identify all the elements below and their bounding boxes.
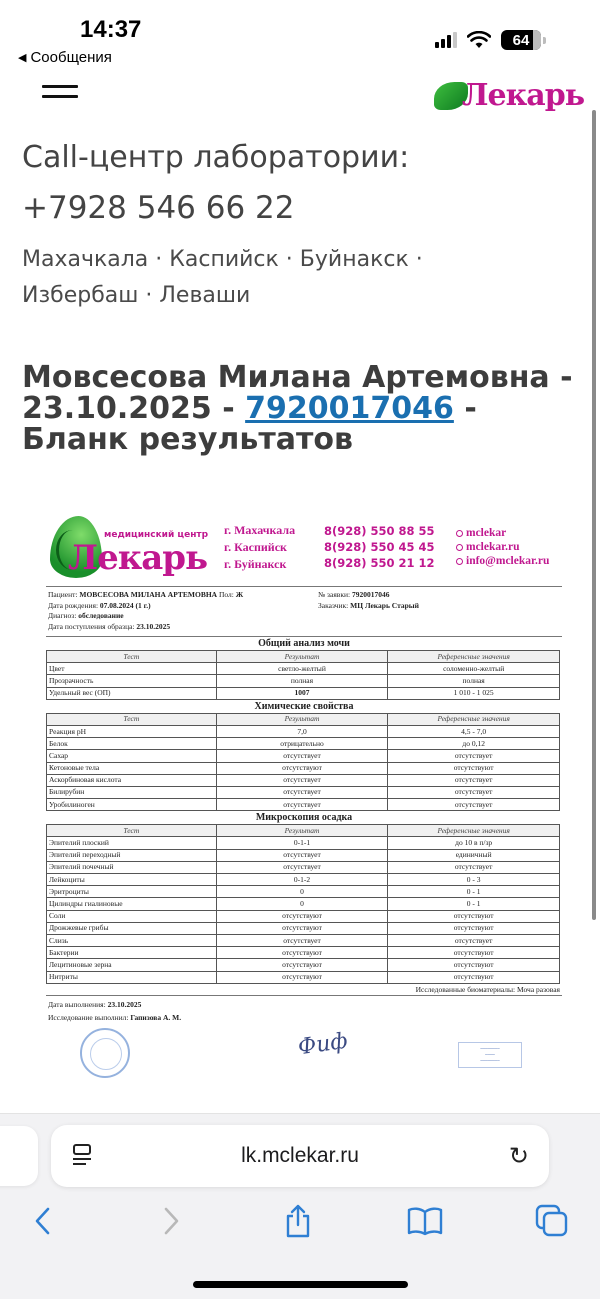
- result-cell: отсутствуют: [216, 959, 388, 971]
- customer-row: Заказчик: МЦ Лекарь Старый: [318, 600, 419, 610]
- test-name-cell: Бактерии: [47, 947, 217, 959]
- result-cell: 7,0: [216, 725, 388, 737]
- table-row: [47, 738, 560, 750]
- address-bar[interactable]: [51, 1125, 549, 1187]
- clinic-email: info@mclekar.ru: [456, 555, 549, 567]
- clinic-name: Лекарь: [68, 538, 208, 578]
- hamburger-line: [42, 95, 78, 98]
- result-cell: 0: [216, 898, 388, 910]
- battery-tip: [543, 37, 546, 44]
- menu-button[interactable]: [42, 85, 78, 101]
- clinic-phone: 8(928) 550 45 45: [324, 540, 435, 554]
- patient-dob-row: Дата рождения: 07.08.2024 (1 г.): [48, 600, 151, 610]
- test-name-cell: Дрожжевые грибы: [47, 922, 217, 934]
- reference-cell: отсутствуют: [388, 762, 560, 774]
- table-row: [47, 971, 560, 983]
- clinic-cities: [224, 523, 324, 572]
- result-cell: отсутствует: [216, 750, 388, 762]
- city-list-line: Махачкала · Каспийск · Буйнакск ·: [22, 247, 423, 272]
- completion-date-row: Дата выполнения: 23.10.2025: [48, 999, 142, 1009]
- table-row: [47, 663, 560, 675]
- result-cell: светло-желтый: [216, 663, 388, 675]
- reference-cell: отсутствуют: [388, 947, 560, 959]
- tabs-button[interactable]: [532, 1196, 572, 1246]
- battery-level: 64: [512, 31, 530, 49]
- clinic-phone: 8(928) 550 88 55: [324, 524, 435, 538]
- chevron-right-icon: [163, 1206, 181, 1236]
- test-name-cell: Белок: [47, 738, 217, 750]
- test-name-cell: Лейкоциты: [47, 874, 217, 886]
- test-name-cell: Удельный вес (ОП): [47, 687, 217, 699]
- reference-cell: 0 - 1: [388, 898, 560, 910]
- patient-info: [46, 587, 562, 636]
- column-header: Референсные значения: [388, 651, 560, 663]
- status-icons: [435, 30, 546, 50]
- table-row: [47, 675, 560, 687]
- city-list: [22, 242, 482, 314]
- back-triangle-icon: ◀: [18, 52, 27, 64]
- clinic-instagram: mclekar: [456, 527, 549, 539]
- table-row: [47, 725, 560, 737]
- biomaterial-note: Исследованные биоматериалы: Моча разовая: [415, 984, 560, 994]
- table-row: [47, 687, 560, 699]
- clinic-website: mclekar.ru: [456, 541, 549, 553]
- hamburger-line: [42, 85, 78, 88]
- table-header-row: [47, 825, 560, 837]
- page-title-suffix: - Бланк результатов: [22, 391, 477, 457]
- page-title-prefix: Мовсесова Милана Артемовна - 23.10.2025 -: [22, 360, 573, 426]
- chevron-left-icon: [33, 1206, 51, 1236]
- battery-icon: [501, 30, 541, 50]
- result-cell: отсутствуют: [216, 971, 388, 983]
- reference-cell: до 0,12: [388, 738, 560, 750]
- table-row: [47, 849, 560, 861]
- reader-mode-icon[interactable]: [73, 1144, 95, 1168]
- result-cell: отсутствует: [216, 861, 388, 873]
- clinic-phones: [324, 524, 456, 570]
- clinic-city: г. Каспийск: [224, 539, 287, 554]
- signature: Фиф: [296, 1028, 350, 1061]
- result-cell: 0-1-2: [216, 874, 388, 886]
- wifi-icon: [467, 31, 491, 49]
- sample-received-row: Дата поступления образца: 23.10.2025: [48, 621, 171, 631]
- reference-cell: отсутствует: [388, 786, 560, 798]
- test-name-cell: Билирубин: [47, 786, 217, 798]
- divider: [46, 636, 562, 637]
- previous-tab-preview[interactable]: [0, 1126, 38, 1186]
- table-row: [47, 886, 560, 898]
- reference-cell: отсутствует: [388, 799, 560, 811]
- cellular-signal-icon: [435, 32, 457, 48]
- column-header: Результат: [216, 825, 388, 837]
- status-time: 14:37: [80, 16, 142, 43]
- column-header: Результат: [216, 651, 388, 663]
- forward-button[interactable]: [152, 1196, 192, 1246]
- column-header: Результат: [216, 713, 388, 725]
- reference-cell: отсутствуют: [388, 959, 560, 971]
- page-title: [22, 362, 582, 455]
- clinic-city: г. Буйнакск: [224, 556, 287, 571]
- reference-cell: полная: [388, 675, 560, 687]
- section-title: Общий анализ мочи: [258, 638, 350, 649]
- site-logo-text: Лекарь: [462, 78, 585, 113]
- result-cell: 0-1-1: [216, 837, 388, 849]
- status-bar: [0, 0, 600, 75]
- document-letterhead: [46, 508, 562, 586]
- table-row: [47, 861, 560, 873]
- home-indicator[interactable]: [193, 1281, 408, 1288]
- test-name-cell: Уробилиноген: [47, 799, 217, 811]
- table-header-row: [47, 651, 560, 663]
- site-logo[interactable]: [434, 78, 584, 113]
- reference-cell: отсутствует: [388, 750, 560, 762]
- column-header: Референсные значения: [388, 713, 560, 725]
- table-row: [47, 762, 560, 774]
- reference-cell: 4,5 - 7,0: [388, 725, 560, 737]
- results-sections: [46, 638, 562, 984]
- reference-cell: отсутствуют: [388, 922, 560, 934]
- reference-cell: отсутствует: [388, 774, 560, 786]
- clinic-links: [456, 527, 549, 567]
- result-cell: отсутствует: [216, 849, 388, 861]
- table-row: [47, 959, 560, 971]
- page-scrollbar[interactable]: [592, 110, 596, 920]
- test-name-cell: Кетоновые тела: [47, 762, 217, 774]
- test-name-cell: Прозрачность: [47, 675, 217, 687]
- url-text: lk.mclekar.ru: [241, 1144, 359, 1167]
- test-name-cell: Эпителий переходный: [47, 849, 217, 861]
- test-name-cell: Лецитиновые зерна: [47, 959, 217, 971]
- reference-cell: отсутствует: [388, 861, 560, 873]
- mail-icon: [456, 558, 463, 565]
- test-name-cell: Нитриты: [47, 971, 217, 983]
- result-cell: отсутствуют: [216, 762, 388, 774]
- share-icon: [284, 1203, 312, 1239]
- column-header: Тест: [47, 651, 217, 663]
- call-center-title: Call-центр лаборатории:: [22, 140, 410, 175]
- results-document: [46, 508, 562, 1080]
- clinic-city: г. Махачкала: [224, 522, 296, 537]
- city-list-line: Избербаш · Леваши: [22, 283, 251, 308]
- instagram-icon: [456, 530, 463, 537]
- divider: [46, 995, 562, 996]
- result-cell: отсутствует: [216, 786, 388, 798]
- back-app-label: Сообщения: [30, 49, 112, 66]
- signatures-area: [46, 1024, 562, 1080]
- result-cell: отсутствует: [216, 799, 388, 811]
- table-row: [47, 947, 560, 959]
- table-row: [47, 898, 560, 910]
- reference-cell: единичный: [388, 849, 560, 861]
- result-cell: 1007: [216, 687, 388, 699]
- table-row: [47, 922, 560, 934]
- test-name-cell: Цвет: [47, 663, 217, 675]
- test-name-cell: Цилиндры гиалиновые: [47, 898, 217, 910]
- back-to-app-button[interactable]: [18, 49, 112, 66]
- browser-nav-row: [0, 1196, 600, 1246]
- results-table: [46, 824, 560, 983]
- result-cell: отсутствуют: [216, 922, 388, 934]
- patient-diagnosis-row: Диагноз: обследование: [48, 611, 124, 620]
- column-header: Тест: [47, 825, 217, 837]
- back-button[interactable]: [22, 1196, 62, 1246]
- test-name-cell: Слизь: [47, 934, 217, 946]
- tabs-icon: [535, 1204, 569, 1238]
- test-name-cell: Эпителий плоский: [47, 837, 217, 849]
- result-cell: отсутствуют: [216, 947, 388, 959]
- result-cell: 0: [216, 886, 388, 898]
- table-row: [47, 750, 560, 762]
- test-name-cell: Аскорбиновая кислота: [47, 774, 217, 786]
- completion-info: [46, 998, 562, 1024]
- table-row: [47, 837, 560, 849]
- table-row: [47, 874, 560, 886]
- result-cell: полная: [216, 675, 388, 687]
- column-header: Тест: [47, 713, 217, 725]
- reference-cell: 0 - 3: [388, 874, 560, 886]
- clinic-subtitle: медицинский центр: [104, 530, 209, 540]
- reference-cell: 1 010 - 1 025: [388, 687, 560, 699]
- reference-cell: соломенно-желтый: [388, 663, 560, 675]
- order-number-link[interactable]: 7920017046: [245, 391, 454, 426]
- reload-icon[interactable]: ↻: [508, 1142, 529, 1170]
- round-stamp-icon: [80, 1028, 130, 1078]
- reference-cell: отсутствуют: [388, 910, 560, 922]
- patient-name-row: Пациент: МОВСЕСОВА МИЛАНА АРТЕМОВНА Пол: Ж: [48, 590, 244, 599]
- table-row: [47, 786, 560, 798]
- table-row: [47, 910, 560, 922]
- clinic-logo: [46, 512, 214, 582]
- test-name-cell: Эритроциты: [47, 886, 217, 898]
- reference-cell: отсутствует: [388, 934, 560, 946]
- reference-cell: 0 - 1: [388, 886, 560, 898]
- call-center-phone[interactable]: +7928 546 66 22: [22, 190, 295, 226]
- test-name-cell: Реакция pH: [47, 725, 217, 737]
- reference-cell: отсутствуют: [388, 971, 560, 983]
- clinic-phone: 8(928) 550 21 12: [324, 556, 435, 570]
- results-table: [46, 650, 560, 700]
- rectangular-stamp-icon: ━━━━━━━━ ━━━━ ━━━━━━━━: [458, 1042, 522, 1068]
- result-cell: отрицательно: [216, 738, 388, 750]
- table-row: [47, 774, 560, 786]
- column-header: Референсные значения: [388, 825, 560, 837]
- section-title: Микроскопия осадка: [255, 812, 353, 824]
- results-table: [46, 713, 560, 812]
- result-cell: отсутствует: [216, 774, 388, 786]
- reference-cell: до 10 в п/зр: [388, 837, 560, 849]
- bookmarks-button[interactable]: [402, 1196, 448, 1246]
- performed-by-row: Исследование выполнил: Гапизова А. М.: [48, 1012, 182, 1022]
- order-number-row: № заявки: 7920017046: [318, 590, 390, 599]
- result-cell: отсутствуют: [216, 910, 388, 922]
- test-name-cell: Сахар: [47, 750, 217, 762]
- table-header-row: [47, 713, 560, 725]
- book-icon: [407, 1206, 443, 1236]
- section-title: Химические свойства: [254, 700, 354, 712]
- test-name-cell: Эпителий почечный: [47, 861, 217, 873]
- share-button[interactable]: [278, 1196, 318, 1246]
- result-cell: отсутствует: [216, 934, 388, 946]
- table-row: [47, 799, 560, 811]
- table-row: [47, 934, 560, 946]
- test-name-cell: Соли: [47, 910, 217, 922]
- browser-toolbar: [0, 1113, 600, 1299]
- globe-icon: [456, 544, 463, 551]
